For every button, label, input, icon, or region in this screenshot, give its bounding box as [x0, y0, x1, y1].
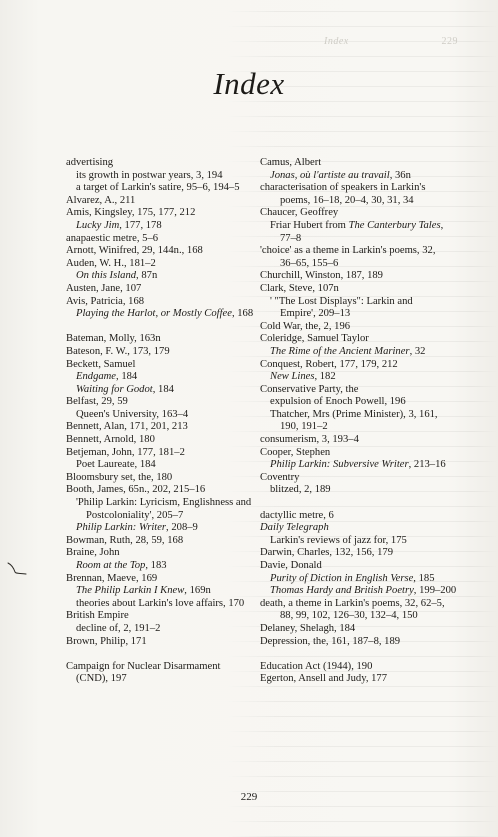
index-entry: Avis, Patricia, 168 — [66, 295, 145, 307]
index-entry: Depression, the, 161, 187–8, 189 — [260, 635, 401, 647]
index-entry: Brown, Philip, 171 — [66, 635, 147, 647]
index-subentry: Lucky Jim, 177, 178 — [76, 219, 162, 231]
index-entry: Brennan, Maeve, 169 — [66, 572, 158, 584]
running-head-page: 229 — [441, 36, 458, 47]
index-subentry: The Philip Larkin I Knew, 169n — [76, 585, 211, 597]
index-entry: Bennett, Alan, 171, 201, 213 — [66, 421, 188, 433]
index-entry: Bloomsbury set, the, 180 — [66, 471, 173, 483]
index-subentry: New Lines, 182 — [270, 371, 336, 383]
index-subentry: Waiting for Godot, 184 — [76, 383, 174, 395]
index-entry: Betjeman, John, 177, 181–2 — [66, 446, 185, 458]
index-entry: Austen, Jane, 107 — [66, 282, 142, 294]
index-entry-continuation: 77–8 — [280, 232, 302, 244]
index-entry: Auden, W. H., 181–2 — [66, 257, 156, 269]
index-entry: Cold War, the, 2, 196 — [260, 320, 351, 332]
index-entry: Bowman, Ruth, 28, 59, 168 — [66, 534, 184, 546]
index-entry: Camus, Albert — [260, 157, 322, 168]
index-entry: death, a theme in Larkin's poems, 32, 62–5, — [260, 597, 445, 609]
index-entry-continuation: poems, 16–18, 20–4, 30, 31, 34 — [280, 194, 414, 206]
index-subentry: Room at the Top, 183 — [76, 560, 167, 571]
index-entry-continuation: Empire', 209–13 — [280, 308, 351, 320]
index-subentry: its growth in postwar years, 3, 194 — [76, 169, 223, 181]
index-subentry: Friar Hubert from The Canterbury Tales, — [270, 219, 444, 231]
index-subentry: 'Philip Larkin: Lyricism, Englishness and — [76, 497, 252, 509]
index-entry: Daily Telegraph — [260, 522, 329, 534]
index-column-left — [66, 157, 266, 686]
index-subentry: blitzed, 2, 189 — [270, 484, 331, 496]
index-entry-continuation: 190, 191–2 — [280, 421, 328, 433]
index-entry: Conquest, Robert, 177, 179, 212 — [260, 358, 398, 370]
index-subentry: Playing the Harlot, or Mostly Coffee, 168 — [76, 308, 254, 320]
letter-group-gap — [260, 648, 460, 661]
index-entry: Clark, Steve, 107n — [260, 282, 339, 294]
index-entry: Delaney, Shelagh, 184 — [260, 622, 356, 634]
pencil-mark-icon — [6, 560, 30, 580]
index-entry: Alvarez, A., 211 — [66, 194, 136, 206]
index-subentry: Philip Larkin: Writer, 208–9 — [76, 522, 198, 534]
index-entry: Conservative Party, the — [260, 383, 359, 395]
index-entry: Arnott, Winifred, 29, 144n., 168 — [66, 245, 203, 257]
index-entry: consumerism, 3, 193–4 — [260, 434, 359, 446]
index-subentry: a target of Larkin's satire, 95–6, 194–5 — [76, 182, 240, 194]
index-entry: Bateson, F. W., 173, 179 — [66, 345, 170, 357]
index-subentry: Queen's University, 163–4 — [76, 408, 189, 420]
page-number: 229 — [240, 791, 258, 803]
index-entry: Belfast, 29, 59 — [66, 396, 128, 408]
index-subentry: Larkin's reviews of jazz for, 175 — [270, 534, 407, 546]
index-entry-continuation: 36–65, 155–6 — [280, 257, 339, 269]
index-subentry: Purity of Diction in English Verse, 185 — [270, 572, 435, 584]
index-subentry: Jonas, où l'artiste au travail, 36n — [270, 169, 411, 181]
index-entry: Bennett, Arnold, 180 — [66, 434, 155, 446]
index-subentry: theories about Larkin's love affairs, 170 — [76, 597, 245, 609]
index-subentry: ' "The Lost Displays": Larkin and — [270, 295, 413, 307]
index-subentry: expulsion of Enoch Powell, 196 — [270, 396, 406, 408]
letter-group-gap — [66, 648, 266, 661]
letter-group-gap — [66, 321, 266, 334]
index-entry: characterisation of speakers in Larkin's — [260, 182, 426, 194]
page-title: Index — [213, 66, 285, 101]
index-entry: Darwin, Charles, 132, 156, 179 — [260, 547, 393, 559]
index-entry: Coleridge, Samuel Taylor — [260, 333, 369, 345]
index-entry: Campaign for Nuclear Disarmament — [66, 660, 221, 672]
running-head — [262, 36, 458, 50]
index-subentry: On this Island, 87n — [76, 270, 158, 282]
index-subentry: (CND), 197 — [76, 673, 127, 685]
index-entry: advertising — [66, 157, 114, 168]
index-subentry: Philip Larkin: Subversive Writer, 213–16 — [270, 459, 446, 471]
running-head-title: Index — [324, 36, 349, 47]
index-entry: Beckett, Samuel — [66, 358, 136, 370]
index-entry-continuation: Postcoloniality', 205–7 — [86, 509, 184, 521]
index-entry: Booth, James, 65n., 202, 215–16 — [66, 484, 206, 496]
index-subentry: Endgame, 184 — [76, 371, 138, 383]
index-entry-continuation: 88, 99, 102, 126–30, 132–4, 150 — [280, 610, 418, 622]
index-subentry: The Rime of the Ancient Mariner, 32 — [270, 345, 426, 357]
index-entry: Davie, Donald — [260, 560, 322, 571]
index-subentry: Poet Laureate, 184 — [76, 459, 156, 471]
index-entry: Braine, John — [66, 547, 120, 559]
index-entry: Bateman, Molly, 163n — [66, 333, 161, 345]
index-entry: anapaestic metre, 5–6 — [66, 232, 159, 244]
index-entry: Churchill, Winston, 187, 189 — [260, 270, 383, 282]
index-entry: Chaucer, Geoffrey — [260, 207, 339, 219]
index-entry: Amis, Kingsley, 175, 177, 212 — [66, 207, 196, 219]
index-entry: 'choice' as a theme in Larkin's poems, 32, — [260, 245, 436, 257]
letter-group-gap — [260, 497, 460, 510]
index-entry: Egerton, Ansell and Judy, 177 — [260, 673, 388, 685]
index-subentry: Thatcher, Mrs (Prime Minister), 3, 161, — [270, 408, 438, 420]
index-entry: dactyllic metre, 6 — [260, 509, 334, 521]
index-subentry: Thomas Hardy and British Poetry, 199–200 — [270, 585, 457, 597]
index-entry: Education Act (1944), 190 — [260, 660, 373, 672]
index-entry: Coventry — [260, 471, 300, 483]
index-entry: Cooper, Stephen — [260, 446, 331, 458]
index-entry: British Empire — [66, 610, 129, 622]
index-column-right — [260, 157, 460, 686]
index-subentry: decline of, 2, 191–2 — [76, 622, 161, 634]
